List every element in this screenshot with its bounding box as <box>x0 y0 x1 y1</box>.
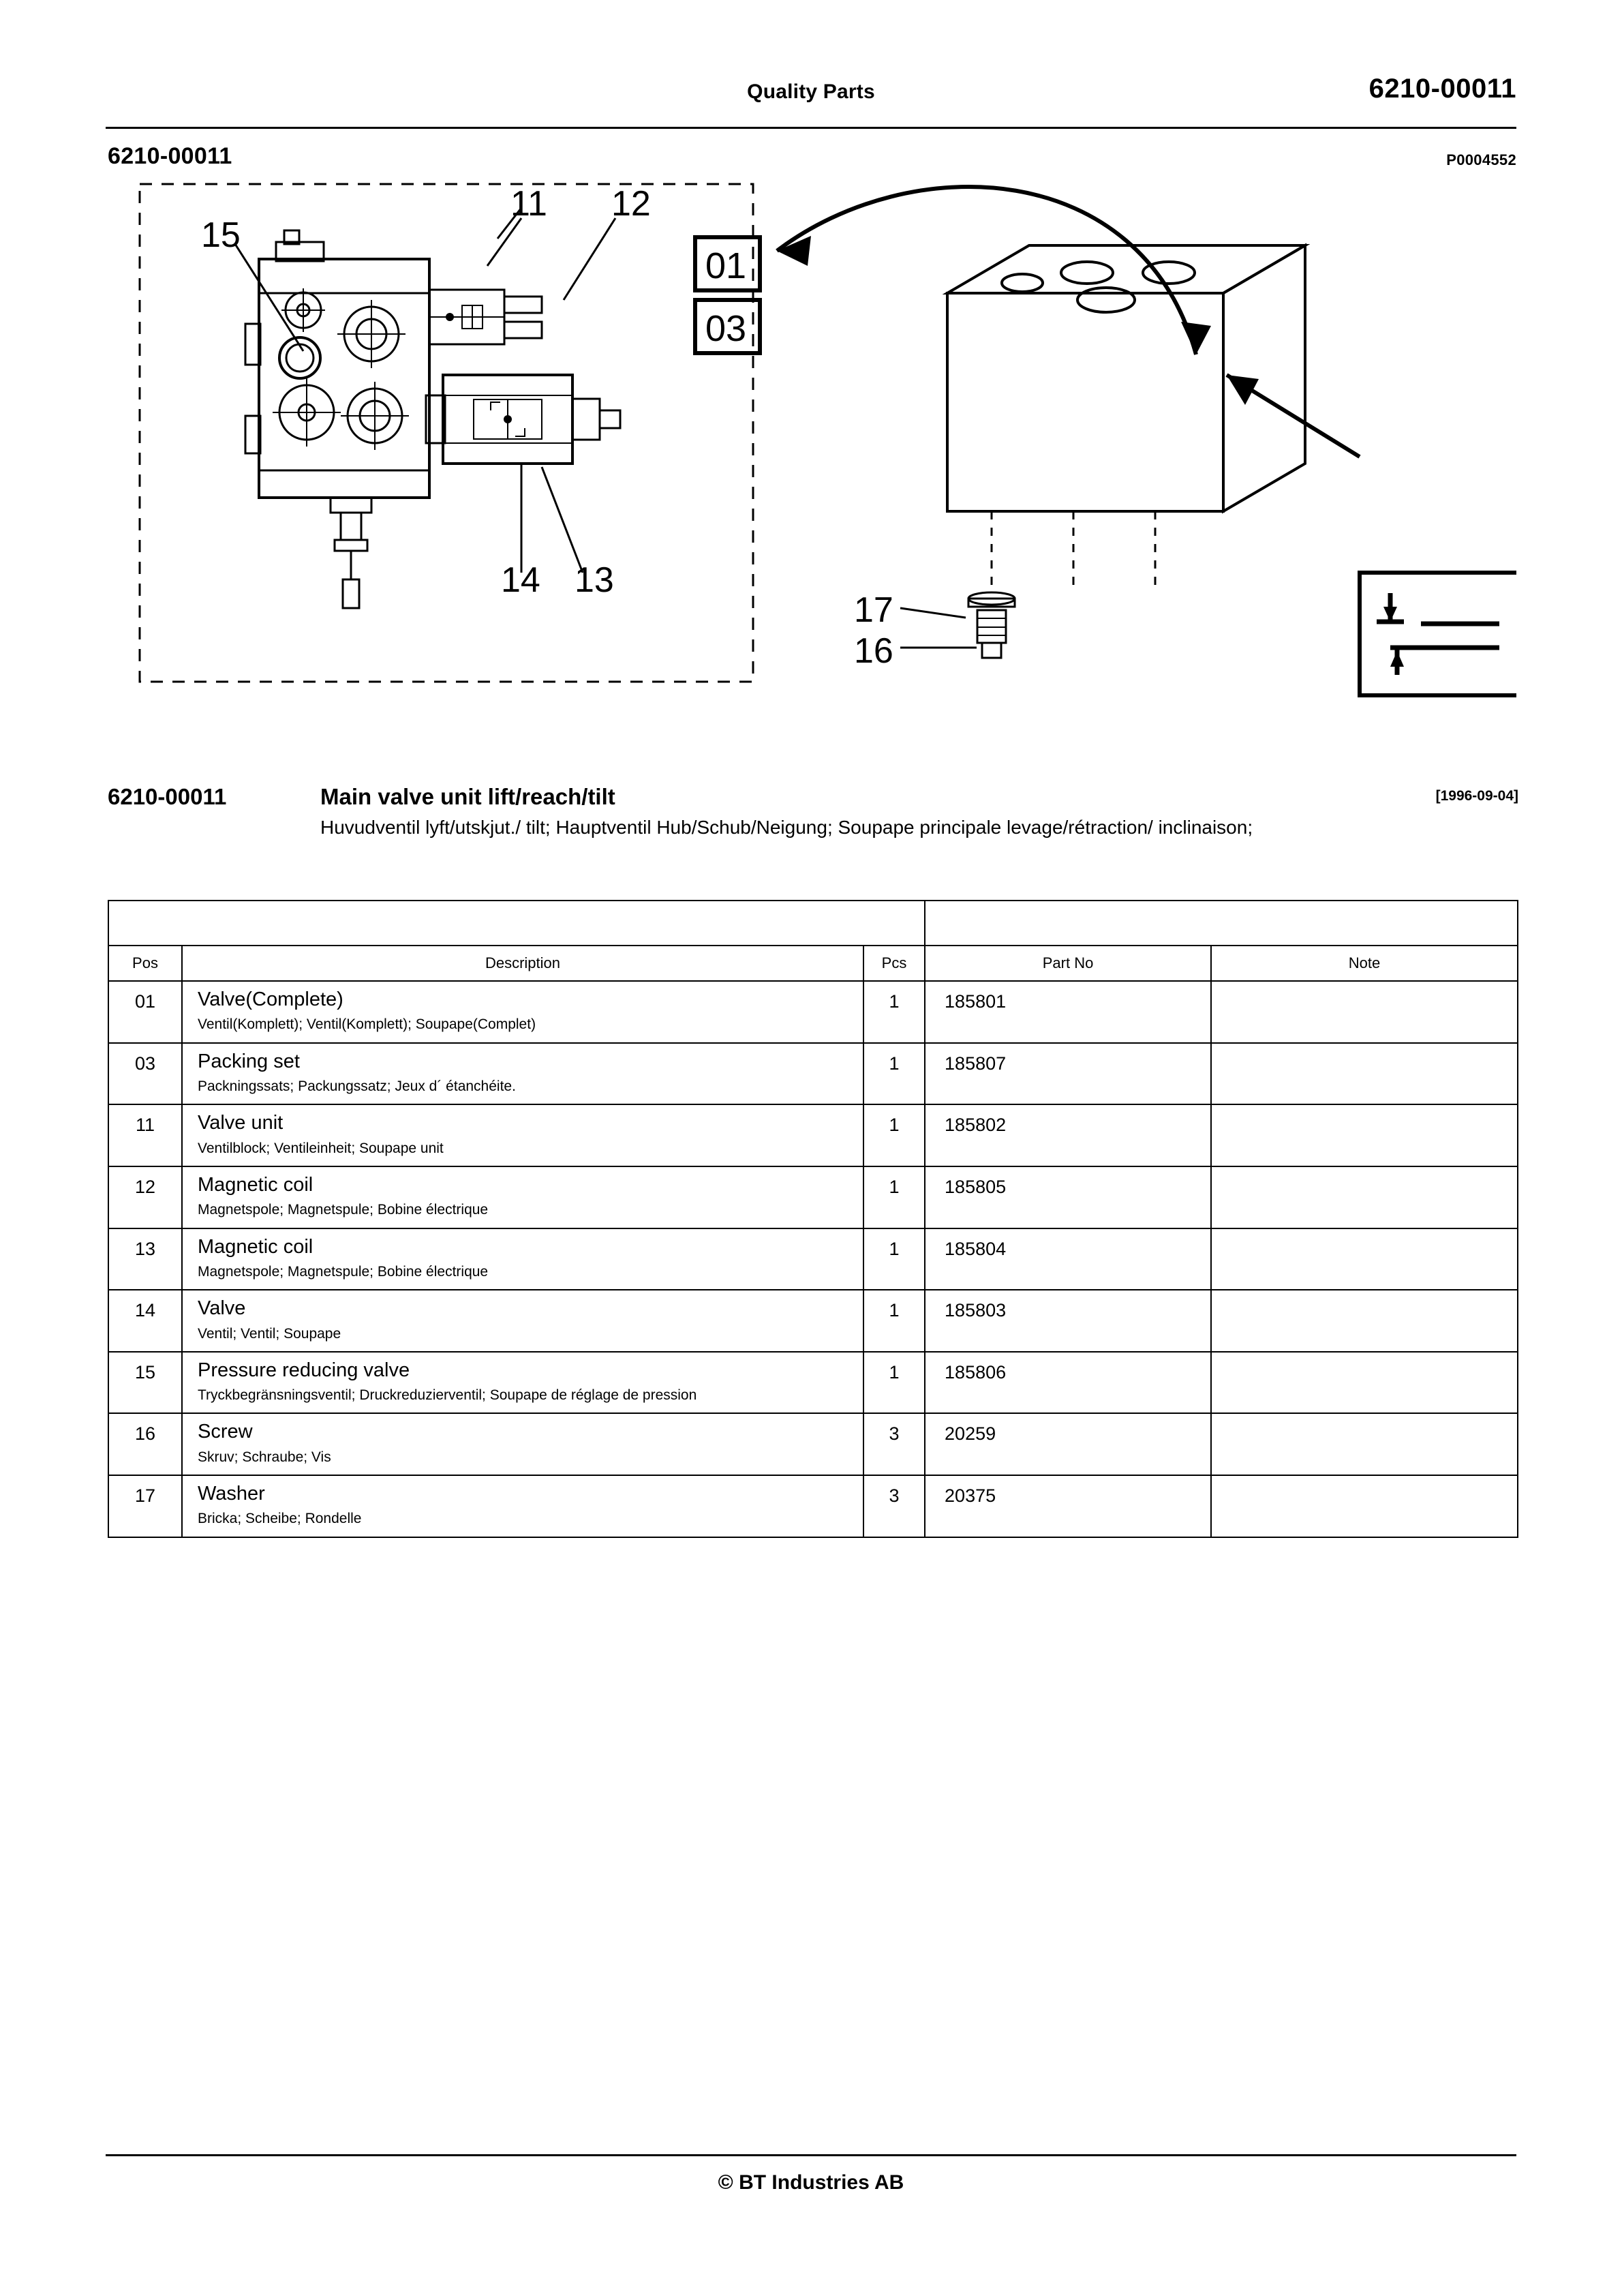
row-description-translations: Ventil; Ventil; Soupape <box>198 1325 341 1342</box>
table-spacer-row <box>108 901 1518 946</box>
row-pcs: 1 <box>863 1228 925 1290</box>
table-row <box>108 981 1518 1043</box>
row-part-no: 185803 <box>925 1290 1211 1352</box>
row-pcs: 1 <box>863 1290 925 1352</box>
leader-13 <box>542 467 583 573</box>
row-description-translations: Tryckbegränsningsventil; Druckreduzierventil; Soupape de réglage de pression <box>198 1387 697 1404</box>
row-pcs: 1 <box>863 1043 925 1105</box>
row-pos: 12 <box>108 1166 182 1228</box>
row-description-translations: Bricka; Scheibe; Rondelle <box>198 1511 362 1527</box>
section-date: [1996-09-04] <box>1435 788 1518 804</box>
section-code: 6210-00011 <box>108 784 227 809</box>
row-part-no: 185802 <box>925 1104 1211 1166</box>
callout-17: 17 <box>854 590 893 630</box>
subheader-code: 6210-00011 <box>108 143 232 169</box>
row-pcs: 3 <box>863 1475 925 1537</box>
column-header-note: Note <box>1211 946 1518 981</box>
callout-12: 12 <box>611 184 651 224</box>
callout-13: 13 <box>575 560 614 600</box>
row-description-main: Valve <box>198 1297 246 1320</box>
table-row <box>108 1166 1518 1228</box>
page-header <box>106 75 1516 123</box>
row-pos: 01 <box>108 981 182 1043</box>
table-header-row <box>108 946 1518 981</box>
exploded-view-drawing <box>106 170 1516 736</box>
row-description-translations: Ventilblock; Ventileinheit; Soupape unit <box>198 1140 444 1156</box>
row-description-translations: Magnetspole; Magnetspule; Bobine électrique <box>198 1202 489 1218</box>
row-pos: 13 <box>108 1228 182 1290</box>
callout-16: 16 <box>854 631 893 671</box>
row-pos: 14 <box>108 1290 182 1352</box>
row-description-main: Valve(Complete) <box>198 988 343 1010</box>
row-description <box>182 1290 863 1352</box>
row-pos: 17 <box>108 1475 182 1537</box>
row-description <box>182 1352 863 1414</box>
row-description-translations: Ventil(Komplett); Ventil(Komplett); Soupape(Complet) <box>198 1016 536 1033</box>
row-note <box>1211 1104 1518 1166</box>
row-note <box>1211 1290 1518 1352</box>
row-note <box>1211 1228 1518 1290</box>
lift-lower-symbol-box <box>1360 573 1516 695</box>
row-pcs: 1 <box>863 1104 925 1166</box>
spacer-cell-left <box>108 901 925 946</box>
row-part-no: 185805 <box>925 1166 1211 1228</box>
parts-table <box>108 900 1518 1538</box>
valve-block-body <box>259 259 429 498</box>
row-pcs: 3 <box>863 1413 925 1475</box>
row-description <box>182 981 863 1043</box>
row-pos: 11 <box>108 1104 182 1166</box>
row-description <box>182 1166 863 1228</box>
row-part-no: 185804 <box>925 1228 1211 1290</box>
footer-divider <box>106 2154 1516 2156</box>
footer-copyright: © BT Industries AB <box>718 2171 904 2194</box>
row-pos: 15 <box>108 1352 182 1414</box>
table-row <box>108 1475 1518 1537</box>
row-description-main: Pressure reducing valve <box>198 1359 410 1381</box>
row-part-no: 185801 <box>925 981 1211 1043</box>
row-pcs: 1 <box>863 1166 925 1228</box>
column-header-description: Description <box>182 946 863 981</box>
column-header-pos: Pos <box>108 946 182 981</box>
row-description <box>182 1228 863 1290</box>
table-row <box>108 1104 1518 1166</box>
row-description-translations: Magnetspole; Magnetspule; Bobine électrique <box>198 1263 489 1280</box>
row-description <box>182 1413 863 1475</box>
table-row <box>108 1352 1518 1414</box>
row-description-main: Magnetic coil <box>198 1173 313 1196</box>
callout-box-01: 01 <box>705 245 747 286</box>
row-description-main: Packing set <box>198 1050 300 1072</box>
row-description-translations: Skruv; Schraube; Vis <box>198 1449 331 1465</box>
row-description <box>182 1475 863 1537</box>
header-title: Quality Parts <box>747 80 875 103</box>
section-subtitle: Huvudventil lyft/utskjut./ tilt; Hauptventil Hub/Schub/Neigung; Soupape principale levage/rétraction/ inclinaison; <box>320 817 1253 838</box>
table-row <box>108 1413 1518 1475</box>
row-note <box>1211 1352 1518 1414</box>
row-part-no: 20259 <box>925 1413 1211 1475</box>
row-note <box>1211 1413 1518 1475</box>
row-part-no: 20375 <box>925 1475 1211 1537</box>
leader-11 <box>487 218 521 266</box>
row-description-translations: Packningssats; Packungssatz; Jeux d´ étanchéite. <box>198 1078 516 1094</box>
callout-box-03: 03 <box>705 308 747 349</box>
row-pcs: 1 <box>863 981 925 1043</box>
subheader-reference: P0004552 <box>1446 151 1516 168</box>
row-pcs: 1 <box>863 1352 925 1414</box>
row-pos: 03 <box>108 1043 182 1105</box>
valve-block-3d-front <box>947 293 1223 511</box>
row-description <box>182 1104 863 1166</box>
parts-illustration <box>106 170 1516 736</box>
row-description-main: Valve unit <box>198 1112 284 1134</box>
row-part-no: 185807 <box>925 1043 1211 1105</box>
column-header-pcs: Pcs <box>863 946 925 981</box>
valve-block-3d-top <box>947 245 1305 293</box>
header-document-code: 6210-00011 <box>1368 74 1516 104</box>
row-note <box>1211 1166 1518 1228</box>
row-note <box>1211 1475 1518 1537</box>
section-title: Main valve unit lift/reach/tilt <box>320 784 615 809</box>
leader-12 <box>564 218 615 300</box>
row-note <box>1211 1043 1518 1105</box>
callout-15: 15 <box>201 215 241 255</box>
table-row <box>108 1043 1518 1105</box>
header-divider <box>106 127 1516 129</box>
table-row <box>108 1228 1518 1290</box>
leader-17 <box>900 608 966 618</box>
row-description-main: Screw <box>198 1421 253 1443</box>
row-description <box>182 1043 863 1105</box>
table-row <box>108 1290 1518 1352</box>
callout-14: 14 <box>501 560 540 600</box>
row-part-no: 185806 <box>925 1352 1211 1414</box>
spacer-cell-right <box>925 901 1518 946</box>
row-description-main: Washer <box>198 1483 265 1505</box>
assembly-dashed-boundary <box>140 184 753 682</box>
row-pos: 16 <box>108 1413 182 1475</box>
row-description-main: Magnetic coil <box>198 1235 313 1258</box>
column-header-part-no: Part No <box>925 946 1211 981</box>
row-note <box>1211 981 1518 1043</box>
callout-11: 11 <box>510 184 547 224</box>
